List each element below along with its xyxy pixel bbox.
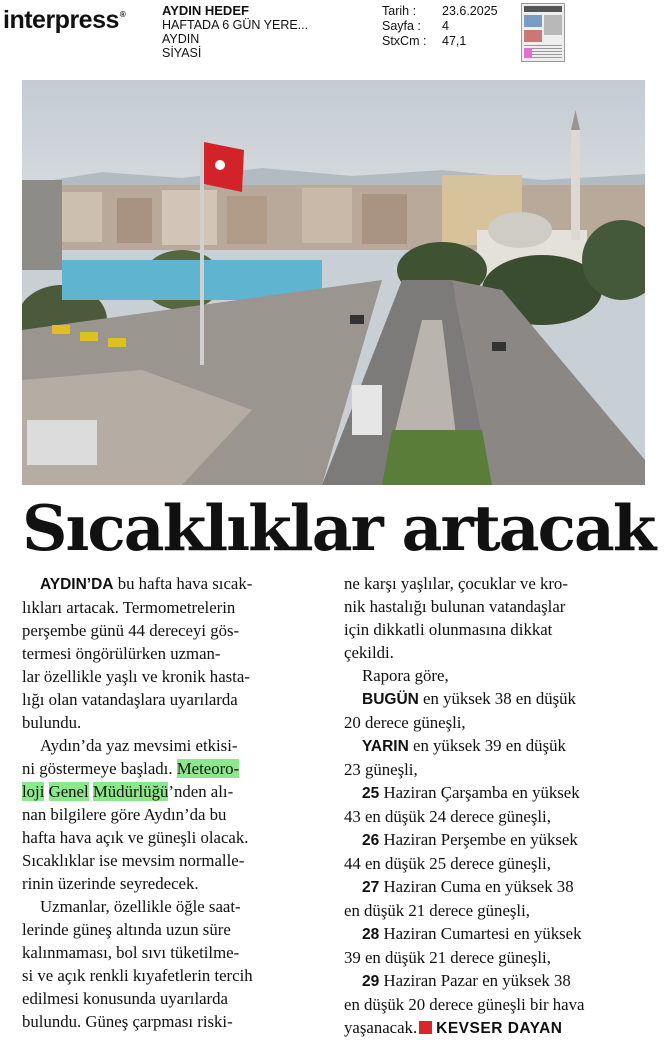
text-line: için dikkatli olunmasına dikkat [344,620,553,639]
meta-page: Sayfa : 4 [382,19,449,33]
forecast-day-label: 25 [362,785,380,802]
article-column-right [344,572,644,1040]
publication-info [162,4,308,60]
city-square-photo [22,80,645,485]
text-line: Sıcaklıklar ise mevsim normalle- [22,851,245,870]
text-line: lıkları artacak. Termometrelerin [22,598,236,617]
text-line: loji Genel Müdürlüğü’nden alı- [22,782,234,801]
forecast-today: BUGÜN en yüksek 38 en düşük [362,689,576,708]
highlighted-text: Müdürlüğü [92,782,169,801]
forecast-day-25: 25 Haziran Çarşamba en yüksek [362,783,580,802]
text-line: 20 derece güneşli, [344,713,466,732]
text-line: AYDIN’DA bu hafta hava sıcak- [40,574,253,593]
forecast-day-label: 26 [362,832,380,849]
text-line: edilmesi konusunda uyarılarda [22,989,228,1008]
text-line: ni göstermeye başladı. Meteoro- [22,759,240,778]
text-line: en düşük 20 derece güneşli bir hava [344,995,585,1014]
author-name: KEVSER DAYAN [436,1020,563,1037]
article-column-left [22,572,320,1033]
text-line: nan bilgilere göre Aydın’da bu [22,805,227,824]
forecast-day-28: 28 Haziran Cumartesi en yüksek [362,924,582,943]
text-line: lerinde güneş altında uzun süre [22,920,231,939]
text-line: 39 en düşük 21 derece güneşli, [344,948,551,967]
forecast-day-26: 26 Haziran Perşembe en yüksek [362,830,578,849]
text-line: Uzmanlar, özellikle öğle saat- [40,897,241,916]
text-line: hafta hava açık ve güneşli olacak. [22,828,249,847]
text-line: lar özellikle yaşlı ve kronik hasta- [22,667,250,686]
text-line: perşembe günü 44 dereceyi gös- [22,621,240,640]
text-line: yaşanacak. KEVSER DAYAN [344,1018,563,1037]
text-line: 23 güneşli, [344,760,418,779]
text-line: nik hastalığı bulunan vatandaşlar [344,597,566,616]
highlighted-text: Genel [48,782,89,801]
forecast-day-label: YARIN [362,738,409,755]
lead-word: AYDIN’DA [40,576,114,593]
forecast-day-label: 28 [362,926,380,943]
forecast-day-27: 27 Haziran Cuma en yüksek 38 [362,877,574,896]
highlighted-text: Meteoro- [176,759,240,778]
publication-category: SİYASİ [162,46,202,60]
text-line: 44 en düşük 25 derece güneşli, [344,854,551,873]
forecast-day-label: 27 [362,879,380,896]
page-thumbnail[interactable] [521,3,565,62]
clipping-header [0,0,668,72]
text-line: lığı olan vatandaşlara uyarılarda [22,690,238,709]
city-square-photo-graphic [22,80,645,485]
text-line: termesi öngörülürken uzman- [22,644,221,663]
text-line: 43 en düşük 24 derece güneşli, [344,807,551,826]
text-line: bulundu. [22,713,82,732]
interpress-logo: interpress® [3,6,126,34]
text-line: si ve açık renkli kıyafetlerin tercih [22,966,253,985]
meta-date: Tarih : 23.6.2025 [382,4,498,18]
clipping-meta [382,4,498,49]
forecast-day-label: 29 [362,973,380,990]
forecast-day-label: BUGÜN [362,691,419,708]
text-line: Aydın’da yaz mevsimi etkisi- [40,736,238,755]
highlighted-text: loji [22,782,45,801]
text-line: bulundu. Güneş çarpması riski- [22,1012,233,1031]
author-marker-icon [419,1021,432,1034]
publication-name: AYDIN HEDEF [162,3,249,18]
text-line: ne karşı yaşlılar, çocuklar ve kro- [344,574,568,593]
text-line: en düşük 21 derece güneşli, [344,901,530,920]
forecast-tomorrow: YARIN en yüksek 39 en düşük [362,736,566,755]
article-headline: Sıcaklıklar artacak [22,491,655,565]
text-line: Rapora göre, [362,666,449,685]
text-line: kalınmaması, bol sıvı tüketilme- [22,943,240,962]
text-line: rinin üzerinde seyredecek. [22,874,199,893]
text-line: çekildi. [344,643,394,662]
forecast-day-29: 29 Haziran Pazar en yüksek 38 [362,971,571,990]
publication-frequency: HAFTADA 6 GÜN YERE... [162,18,309,32]
publication-city: AYDIN [162,32,200,46]
meta-stxcm: StxCm : 47,1 [382,34,467,48]
